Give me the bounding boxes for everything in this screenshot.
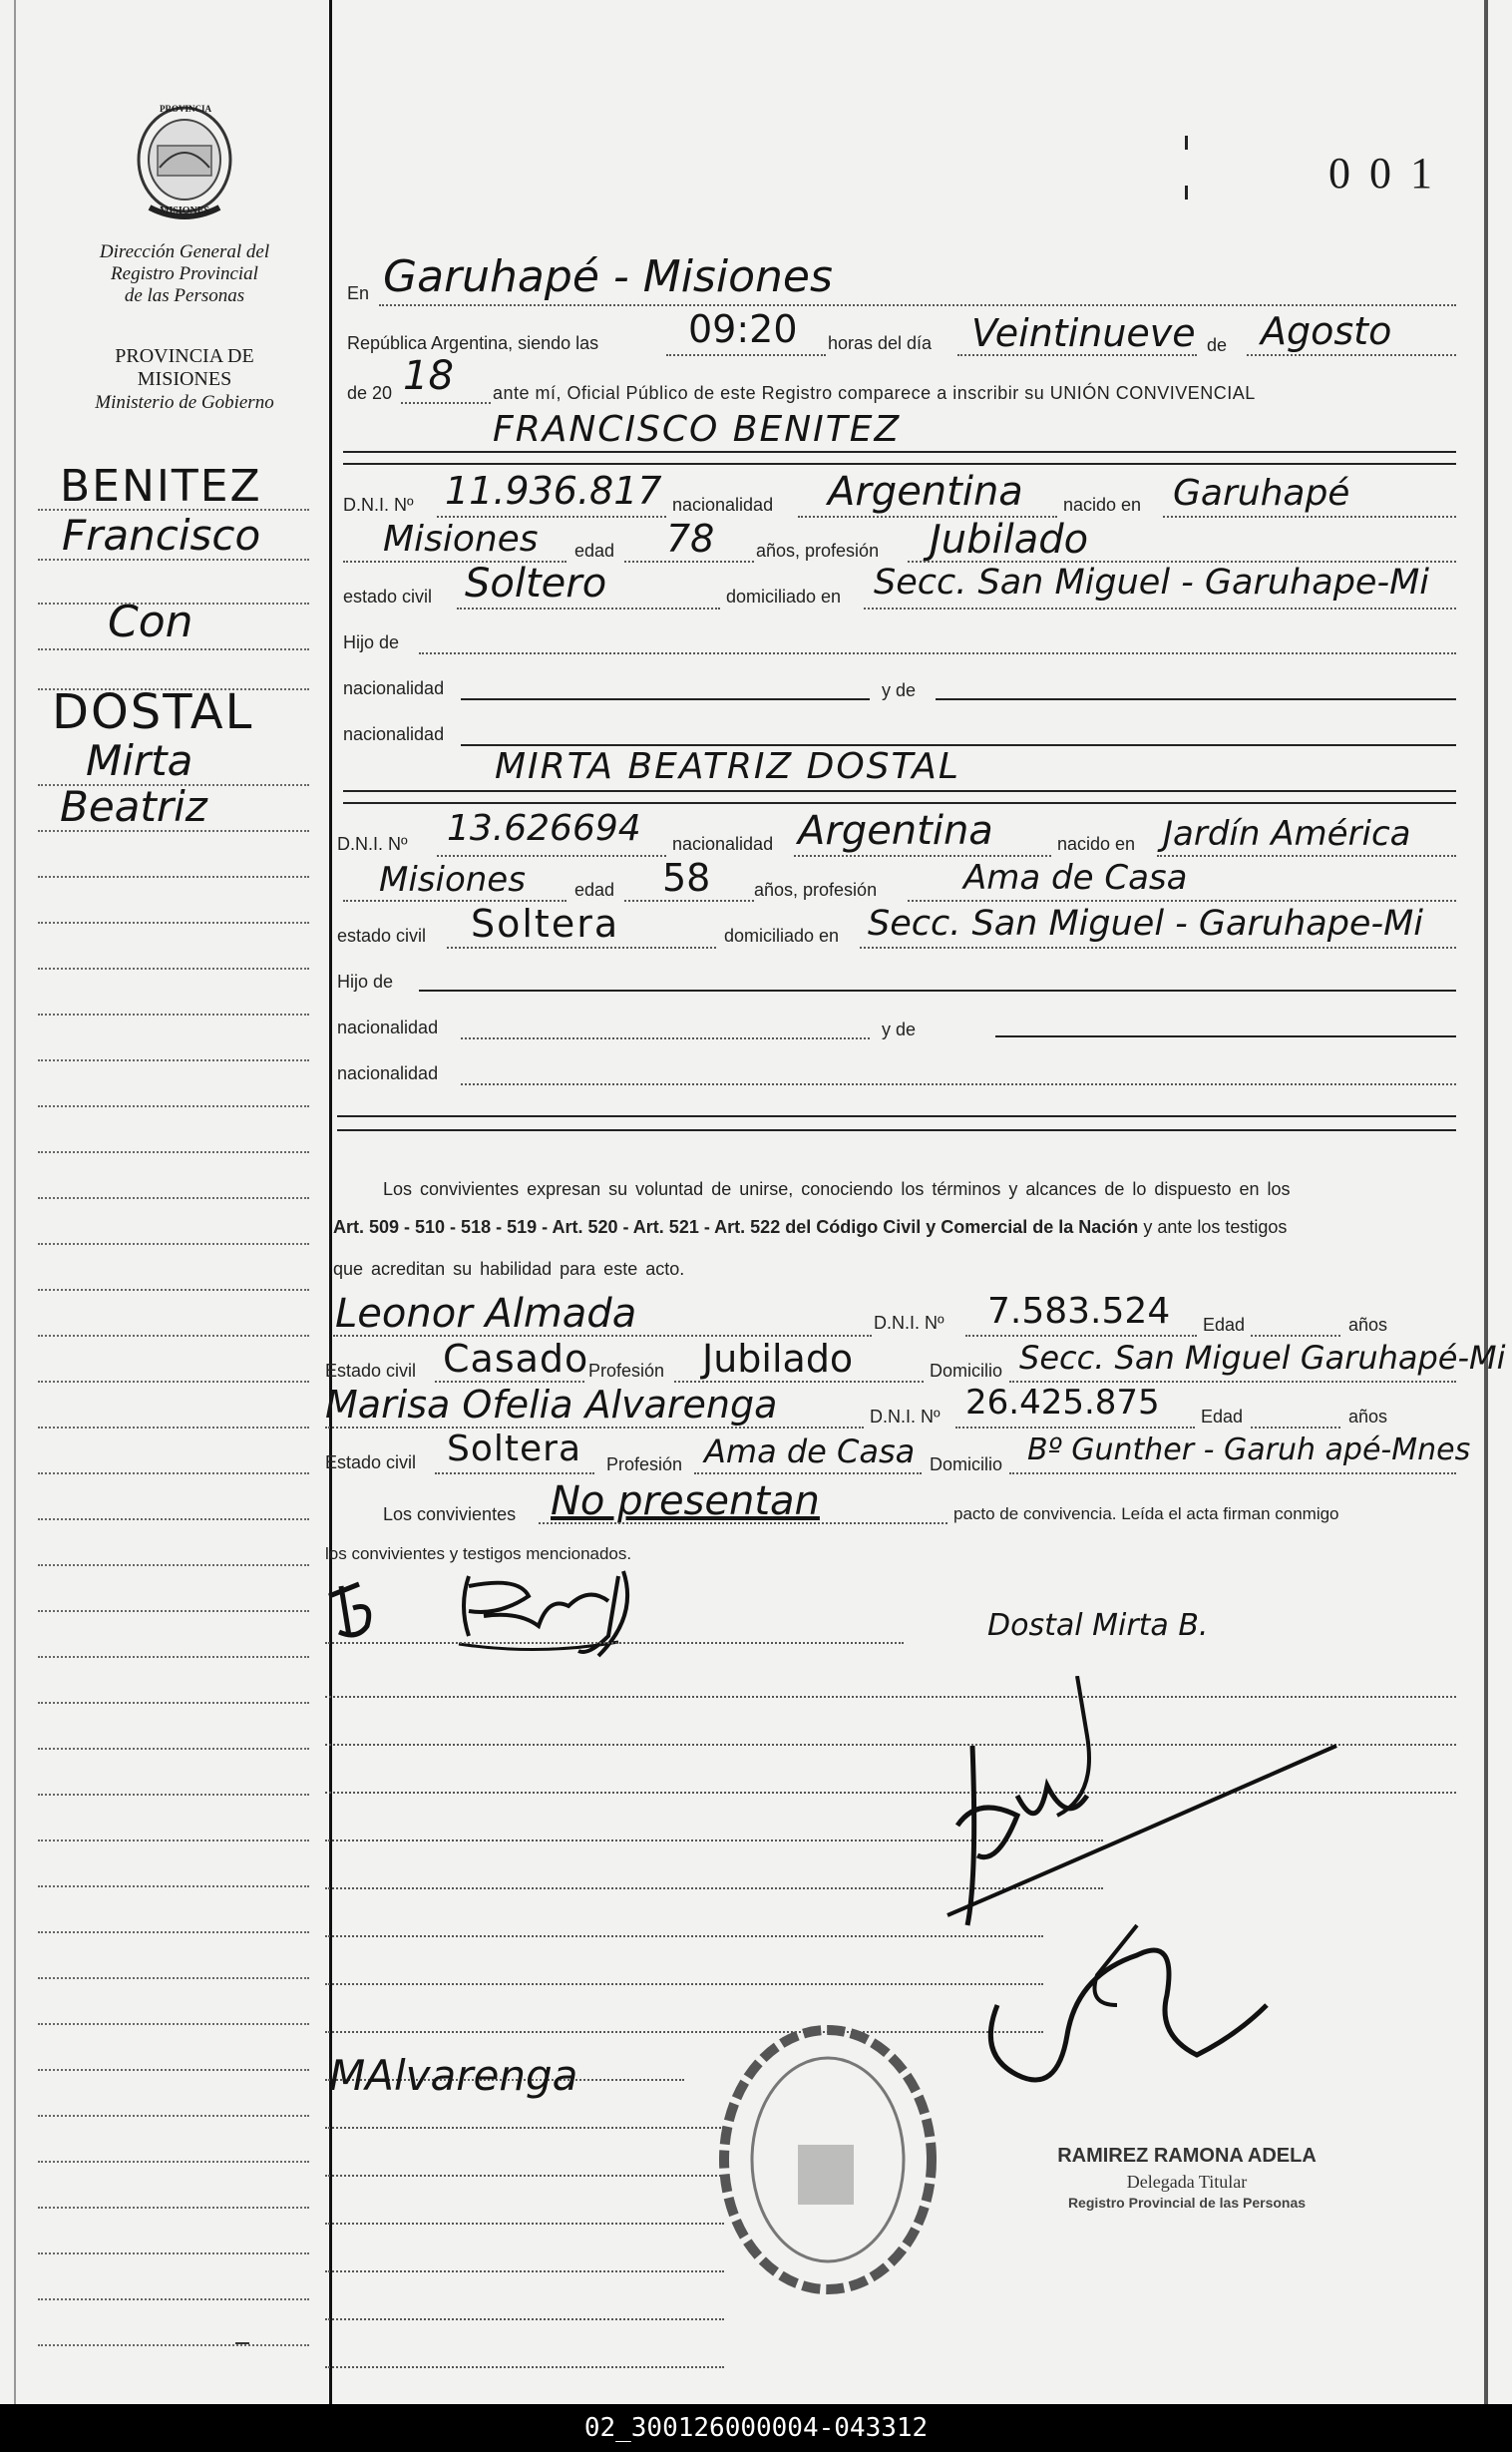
label-closing2: los convivientes y testigos mencionados. (325, 1544, 632, 1563)
p1-label-anos: años, profesión (756, 541, 880, 561)
line (864, 608, 1456, 610)
time-value: 09:20 (688, 307, 798, 351)
p2-label-yde: y de (882, 1020, 917, 1039)
tick-mark (1185, 136, 1188, 150)
w1-label-domicilio: Domicilio (930, 1361, 1003, 1381)
margin-divider (329, 0, 332, 2404)
tick-mark (1185, 186, 1188, 200)
left-border (14, 0, 16, 2404)
person2-name: MIRTA BEATRIZ DOSTAL (495, 746, 960, 787)
line (995, 1035, 1456, 1037)
w1-profession: Jubilado (702, 1337, 854, 1381)
legal-articles: Art. 509 - 510 - 518 - 519 - Art. 520 - Art. 521 - Art. 522 del Código Civil y Comercial de la Nación (333, 1217, 1139, 1237)
margin-dots (38, 688, 309, 690)
label-de20: de 20 (347, 383, 393, 403)
label-pacto: pacto de convivencia. Leída el acta firman conmigo (953, 1504, 1339, 1523)
official-stamp-icon (718, 2025, 938, 2294)
line (379, 304, 1456, 306)
p2-label-hijo: Hijo de (337, 972, 394, 992)
margin-dots (38, 1610, 309, 1612)
line (965, 1335, 1197, 1337)
label-ante: ante mí, Oficial Público de este Registro comparece a inscribir su UNIÓN CONVIVENCIAL (493, 383, 1256, 403)
margin-dots (38, 603, 309, 605)
w2-name: Marisa Ofelia Alvarenga (325, 1383, 778, 1427)
p2-dni: 13.626694 (447, 808, 641, 849)
w1-label-dni: D.N.I. Nº (874, 1313, 945, 1333)
page-number: 0 0 1 (1328, 149, 1436, 198)
margin-dots (38, 1839, 309, 1841)
label-de: de (1207, 335, 1228, 355)
label-republica: República Argentina, siendo las (347, 333, 599, 353)
p1-label-nacido: nacido en (1063, 495, 1142, 515)
margin-dots (38, 876, 309, 878)
margin-dots (38, 648, 309, 650)
w2-label-estado: Estado civil (325, 1452, 417, 1472)
w2-dni: 26.425.875 (965, 1383, 1160, 1423)
line (325, 1427, 864, 1429)
p2-profession: Ama de Casa (963, 858, 1188, 898)
line (325, 1642, 904, 1644)
line (337, 1115, 1456, 1117)
line (325, 1983, 1043, 1985)
line (401, 402, 491, 404)
line (624, 900, 754, 902)
p2-label-domicilio: domiciliado en (724, 926, 840, 946)
w1-civil-status: Casado (443, 1337, 589, 1381)
official-title: Delegada Titular (1126, 2172, 1248, 2192)
official-block (1017, 2145, 1356, 2211)
margin-dots (38, 1243, 309, 1245)
p1-label-nacionalidad: nacionalidad (672, 495, 774, 515)
p1-dni: 11.936.817 (445, 469, 662, 513)
margin-dots (38, 1289, 309, 1291)
official-stamp (718, 2025, 938, 2294)
w2-label-domicilio: Domicilio (930, 1454, 1003, 1474)
line (539, 1522, 947, 1524)
margin-dots (38, 830, 309, 832)
line (325, 2223, 724, 2225)
p1-label-domicilio: domiciliado en (726, 587, 842, 607)
margin-dots (38, 509, 309, 511)
margin-note-name3: Beatriz (60, 782, 207, 831)
w2-civil-status: Soltera (447, 1429, 582, 1469)
place-value: Garuhapé - Misiones (383, 251, 833, 302)
p1-label-estado: estado civil (343, 587, 433, 607)
line (1251, 1335, 1340, 1337)
margin-note-name2: Mirta (86, 736, 193, 785)
margin-dots (38, 1794, 309, 1796)
p2-birthplace: Jardín América (1163, 814, 1411, 854)
signature-official (938, 1676, 1356, 2095)
margin-dots (38, 1197, 309, 1199)
p2-label-edad: edad (574, 880, 615, 900)
margin-dots (38, 1702, 309, 1704)
w1-name: Leonor Almada (335, 1291, 637, 1337)
p2-address: Secc. San Miguel - Garuhape-Mi (868, 904, 1423, 944)
margin-dots (38, 1931, 309, 1933)
margin-dots (38, 1564, 309, 1566)
p1-address: Secc. San Miguel - Garuhape-Mi (874, 563, 1429, 603)
label-horas: horas del día (828, 333, 933, 353)
p1-profession: Jubilado (930, 517, 1089, 563)
w1-label-anos: años (1348, 1315, 1388, 1335)
p2-label-estado: estado civil (337, 926, 427, 946)
margin-dots (38, 2298, 309, 2300)
margin-dots (38, 1381, 309, 1383)
margin-dots (38, 2252, 309, 2254)
legal-testigos: y ante los testigos (1143, 1217, 1288, 1237)
margin-dots (38, 1748, 309, 1750)
margin-dots (38, 1885, 309, 1887)
p1-birthplace: Garuhapé (1173, 473, 1350, 514)
margin-dots (38, 2161, 309, 2163)
w2-label-dni: D.N.I. Nº (870, 1407, 941, 1427)
file-id-bar: 02_300126000004-043312 (0, 2404, 1512, 2452)
margin-dots (38, 559, 309, 561)
line (461, 1083, 1456, 1085)
margin-note-surname2: DOSTAL (52, 684, 254, 740)
right-border (1484, 0, 1488, 2404)
margin-note-surname1: BENITEZ (60, 461, 262, 512)
p2-label-nac2: nacionalidad (337, 1063, 439, 1083)
official-office: Registro Provincial de las Personas (1067, 2195, 1307, 2211)
margin-dots (38, 2344, 309, 2346)
margin-dots (38, 1656, 309, 1658)
line (325, 2127, 724, 2129)
margin-dots (38, 2207, 309, 2209)
p1-label-hijo: Hijo de (343, 632, 400, 652)
p1-civil-status: Soltero (465, 561, 607, 607)
line (461, 1037, 870, 1039)
label-convivientes: Los convivientes (383, 1504, 517, 1524)
line (694, 1472, 922, 1474)
margin-dots (38, 2115, 309, 2117)
line (860, 947, 1456, 949)
margin-dots (38, 2069, 309, 2071)
p2-nationality: Argentina (798, 808, 993, 854)
agency-name: Dirección General del Registro Provincial de las Personas (99, 241, 270, 306)
person1-name: FRANCISCO BENITEZ (493, 409, 902, 450)
p1-label-dni: D.N.I. Nº (343, 495, 414, 515)
line (1157, 855, 1456, 857)
p2-label-nacido: nacido en (1057, 834, 1136, 854)
legal-line1: Los convivientes expresan su voluntad de unirse, conociendo los términos y alcances de lo dispuesto en los (383, 1179, 1291, 1199)
line (337, 1129, 1456, 1131)
w2-profession: Ama de Casa (704, 1432, 916, 1470)
line (666, 354, 826, 356)
legal-line2 (333, 1217, 1287, 1238)
signature-benitez-icon (319, 1556, 698, 1666)
line (908, 900, 1456, 902)
line (343, 802, 1456, 804)
p1-nationality: Argentina (828, 469, 1023, 515)
dash-mark (235, 2342, 249, 2344)
p2-label-anos: años, profesión (754, 880, 878, 900)
margin-dots (38, 1518, 309, 1520)
line (325, 2318, 724, 2320)
p2-birthplace2: Misiones (379, 860, 526, 900)
w1-label-estado: Estado civil (325, 1361, 417, 1381)
seal-label-top: PROVINCIA (160, 104, 212, 114)
line (447, 947, 716, 949)
line (624, 561, 754, 563)
p1-birthplace2: Misiones (383, 519, 539, 560)
line (343, 451, 1456, 453)
line (419, 990, 1456, 992)
margin-dots (38, 968, 309, 970)
p1-label-yde: y de (882, 680, 917, 700)
p1-age: 78 (666, 517, 715, 561)
p2-label-nac1: nacionalidad (337, 1018, 439, 1037)
line (325, 2366, 724, 2368)
margin-dots (38, 1059, 309, 1061)
line (419, 652, 1456, 654)
line (1251, 1427, 1340, 1429)
margin-note-con: Con (108, 597, 193, 647)
p2-age: 58 (662, 856, 711, 900)
line (325, 2175, 724, 2177)
w1-address: Secc. San Miguel Garuhapé-Mi (1019, 1339, 1506, 1377)
official-name: RAMIREZ RAMONA ADELA (1057, 2145, 1317, 2167)
margin-dots (38, 1335, 309, 1337)
line (1247, 354, 1456, 356)
margin-dots (38, 1977, 309, 1979)
margin-dots (38, 1014, 309, 1016)
line (957, 354, 1197, 356)
margin-dots (38, 1427, 309, 1429)
w2-address: Bº Gunther - Garuh apé-Mnes (1027, 1432, 1471, 1467)
line (955, 1427, 1195, 1429)
seal-label-bottom: MISIONES (160, 205, 210, 216)
p1-label-nac2: nacionalidad (343, 724, 445, 744)
margin-dots (38, 1105, 309, 1107)
province-name: PROVINCIA DE MISIONES Ministerio de Gobierno (95, 345, 274, 413)
w1-label-profesion: Profesión (588, 1361, 665, 1381)
margin-dots (38, 1151, 309, 1153)
legal-line3: que acreditan su habilidad para este acto. (333, 1259, 685, 1279)
line (936, 698, 1456, 700)
margin-dots (38, 2023, 309, 2025)
w1-dni: 7.583.524 (987, 1291, 1171, 1332)
line (343, 790, 1456, 792)
line (437, 855, 666, 857)
margin-dots (38, 922, 309, 924)
signature-benitez (319, 1556, 698, 1666)
p2-label-dni: D.N.I. Nº (337, 834, 408, 854)
month-value: Agosto (1261, 309, 1392, 353)
w1-label-edad: Edad (1203, 1315, 1246, 1335)
line (1009, 1472, 1456, 1474)
p2-civil-status: Soltera (471, 902, 620, 946)
line (794, 855, 1051, 857)
line (435, 1472, 594, 1474)
signature-alvarenga: MAlvarenga (329, 2051, 578, 2100)
margin-dots (38, 1472, 309, 1474)
w2-label-profesion: Profesión (606, 1454, 683, 1474)
line (461, 698, 870, 700)
signature-official-icon (938, 1676, 1356, 2095)
p1-label-edad: edad (574, 541, 615, 561)
w2-label-anos: años (1348, 1407, 1388, 1427)
day-value: Veintinueve (971, 311, 1196, 355)
line (437, 516, 666, 518)
p1-label-nac1: nacionalidad (343, 678, 445, 698)
line (457, 608, 720, 610)
w2-label-edad: Edad (1201, 1407, 1244, 1427)
line (325, 1935, 1043, 1937)
pact-value: No presentan (551, 1478, 820, 1524)
p2-label-nacionalidad: nacionalidad (672, 834, 774, 854)
line (343, 463, 1456, 465)
year-value: 18 (403, 353, 454, 399)
line (1163, 516, 1456, 518)
margin-note-name1: Francisco (62, 511, 261, 560)
line (325, 2270, 724, 2272)
signature-dostal-text: Dostal Mirta B. (987, 1608, 1209, 1643)
margin-dots (38, 784, 309, 786)
label-en: En (347, 283, 370, 303)
